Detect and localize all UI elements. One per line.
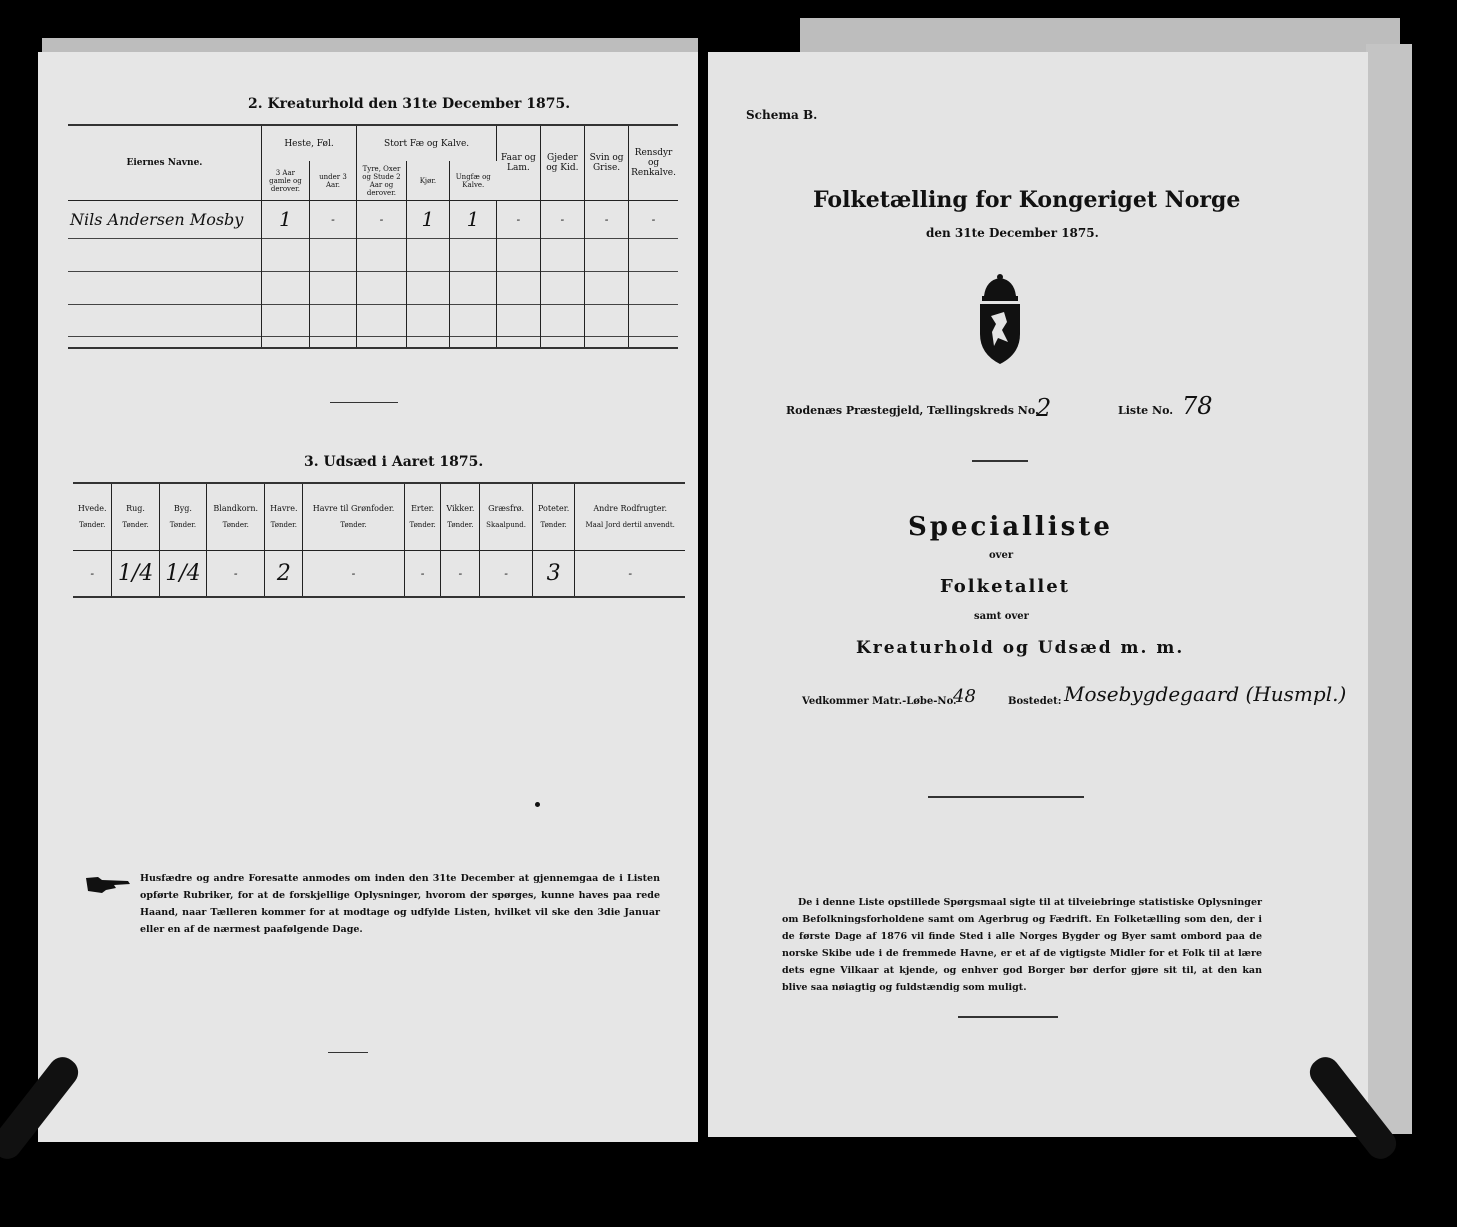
coat-of-arms-icon <box>974 274 1026 366</box>
value-cell: 1 <box>450 201 497 238</box>
parish-label: Rodenæs Præstegjeld, Tællingskreds No. <box>786 404 1039 417</box>
table-row <box>68 201 678 238</box>
right-page-side-edge <box>1366 44 1412 1134</box>
crop-header-cell <box>480 484 533 550</box>
table-row <box>73 550 685 596</box>
crop-header-cell <box>303 484 404 550</box>
pointing-hand-icon <box>84 874 132 894</box>
crop-header-cell <box>265 484 303 550</box>
bosted-value: Mosebygdegaard (Husmpl.) <box>1064 682 1347 706</box>
section3-title: 3. Udsæd i Aaret 1875. <box>304 454 484 470</box>
divider <box>330 402 398 403</box>
crop-header-name: Rug. <box>126 504 145 514</box>
crop-value-cell: - <box>480 550 533 596</box>
crop-header-unit: Tønder. <box>222 521 249 530</box>
crop-header-unit: Maal Jord dertil anvendt. <box>585 521 675 530</box>
table-row <box>68 271 678 304</box>
crop-header-cell <box>404 484 441 550</box>
left-page <box>38 52 698 1142</box>
crop-header-cell <box>441 484 480 550</box>
date-line: den 31te December 1875. <box>926 226 1099 240</box>
crop-value-cell: - <box>441 550 480 596</box>
divider <box>928 796 1084 798</box>
heste-b-header: under 3 Aar. <box>309 161 356 201</box>
crop-value-cell: 3 <box>532 550 575 596</box>
value-cell: - <box>651 212 656 226</box>
crop-header-unit: Tønder. <box>79 521 106 530</box>
crop-header-cell <box>207 484 265 550</box>
crop-value-cell: - <box>73 550 112 596</box>
section2-title: 2. Kreaturhold den 31te December 1875. <box>248 96 571 112</box>
crop-value-cell: - <box>404 550 441 596</box>
crop-table-bottom-rule <box>73 596 685 598</box>
faar-header: Faar og Lam. <box>497 126 541 201</box>
divider <box>972 460 1028 462</box>
ink-dot <box>535 802 540 807</box>
main-title: Folketælling for Kongeriget Norge <box>813 187 1241 213</box>
value-cell: - <box>497 201 541 238</box>
crop-header-unit: Tønder. <box>409 521 436 530</box>
crop-header-cell <box>532 484 575 550</box>
crop-value-cell: 1/4 <box>112 550 159 596</box>
crop-header-name: Andre Rodfrugter. <box>593 504 667 514</box>
crop-value-cell: - <box>207 550 265 596</box>
crop-header-name: Hvede. <box>77 504 107 514</box>
owner-header: Eiernes Navne. <box>68 126 261 201</box>
crop-header-unit: Tønder. <box>169 521 197 530</box>
gjeder-header: Gjeder og Kid. <box>540 126 584 201</box>
crop-header-unit: Tønder. <box>540 521 567 530</box>
value-cell: - <box>309 201 356 238</box>
specialliste-title: Specialliste <box>908 512 1113 542</box>
crop-value-cell: 1/4 <box>159 550 206 596</box>
heste-group-header: Heste, Føl. <box>261 126 356 161</box>
livestock-table-bottom-rule <box>68 347 678 349</box>
matr-number: 48 <box>953 686 976 707</box>
value-cell: 1 <box>261 201 309 238</box>
crop-header-name: Græsfrø. <box>488 504 524 514</box>
value-cell: - <box>585 201 629 238</box>
heste-a-header: 3 Aar gamle og derover. <box>261 161 309 201</box>
crop-value-cell: - <box>303 550 404 596</box>
samt-over-text: samt over <box>974 611 1029 622</box>
crop-header-unit: Tønder. <box>270 521 297 530</box>
notice-text: Husfædre og andre Foresatte anmodes om inden den 31te December at gjennemgaa de i Listen opførte Rubriker, for at de forskjellige Oplysninger, hvorom der spørges, kunne haves paa rede Haand, naar Tælleren kommer for at modtage og udfylde Listen, hvilket vil ske den 3die Januar eller en af de nærmest paafølgende Dage. <box>140 873 660 935</box>
crop-header-name: Byg. <box>173 504 192 514</box>
divider <box>958 1016 1058 1018</box>
divider <box>328 1052 368 1053</box>
crop-header-cell <box>73 484 112 550</box>
stort-group-header: Stort Fæ og Kalve. <box>357 126 497 161</box>
bosted-label: Bostedet: <box>1008 696 1062 707</box>
crop-header-cell <box>112 484 159 550</box>
crop-header-unit: Tønder. <box>122 521 149 530</box>
liste-label: Liste No. <box>1118 404 1174 417</box>
parish-number: 2 <box>1036 394 1052 422</box>
crop-header-cell <box>159 484 206 550</box>
crop-header-unit: Tønder. <box>447 521 474 530</box>
table-row <box>68 238 678 271</box>
crop-header-unit: Tønder. <box>340 521 367 530</box>
explanatory-paragraph: De i denne Liste opstillede Spørgsmaal sigte til at tilveiebringe statistiske Oplysninger om Befolkningsforholdene samt om Agerbrug og Fædrift. En Folketælling som den, der i de første Dage af 1876 vil finde Sted i alle Norges Bygder og Byer samt ombord paa de norske Skibe ude i de fremmede Havne, er et af de vigtigste Midler for et Folk til at lære dets egne Vilkaar at kjende, og enhver god Borger bør derfor gjøre sit til, at den kan blive saa nøiagtig og fuldstændig som muligt. <box>782 897 1262 993</box>
stort-a-header: Tyre, Oxer og Stude 2 Aar og derover. <box>357 161 407 201</box>
crop-value-cell: 2 <box>265 550 303 596</box>
crop-table <box>73 484 685 596</box>
crop-header-name: Havre til Grønfoder. <box>312 504 395 514</box>
crop-header-name: Blandkorn. <box>213 504 259 514</box>
crop-header-name: Poteter. <box>537 504 570 514</box>
owner-cell: Nils Andersen Mosby <box>68 201 261 238</box>
crop-header-name: Erter. <box>411 504 435 514</box>
rensdyr-header: Rensdyr og Renkalve. <box>631 148 676 179</box>
crop-value-cell: - <box>628 566 633 580</box>
stort-b-header: Kjør. <box>406 161 449 201</box>
crop-header-unit: Skaalpund. <box>486 521 526 530</box>
stort-c-header: Ungfæ og Kalve. <box>455 172 491 189</box>
value-cell: 1 <box>406 201 449 238</box>
value-cell: - <box>540 201 584 238</box>
liste-number: 78 <box>1182 392 1213 420</box>
kreaturhold-text: Kreaturhold og Udsæd m. m. <box>856 638 1185 658</box>
matr-label: Vedkommer Matr.-Løbe-No. <box>802 696 957 707</box>
table-row <box>68 304 678 337</box>
folketallet-text: Folketallet <box>940 576 1070 597</box>
crop-header-name: Havre. <box>270 504 298 514</box>
crop-header-cell <box>575 484 685 550</box>
over-text: over <box>989 550 1014 561</box>
svin-header: Svin og Grise. <box>585 126 629 201</box>
schema-label: Schema B. <box>746 108 818 122</box>
livestock-table <box>68 126 678 348</box>
right-page <box>708 52 1368 1137</box>
value-cell: - <box>357 201 407 238</box>
crop-header-name: Vikker. <box>446 504 475 514</box>
